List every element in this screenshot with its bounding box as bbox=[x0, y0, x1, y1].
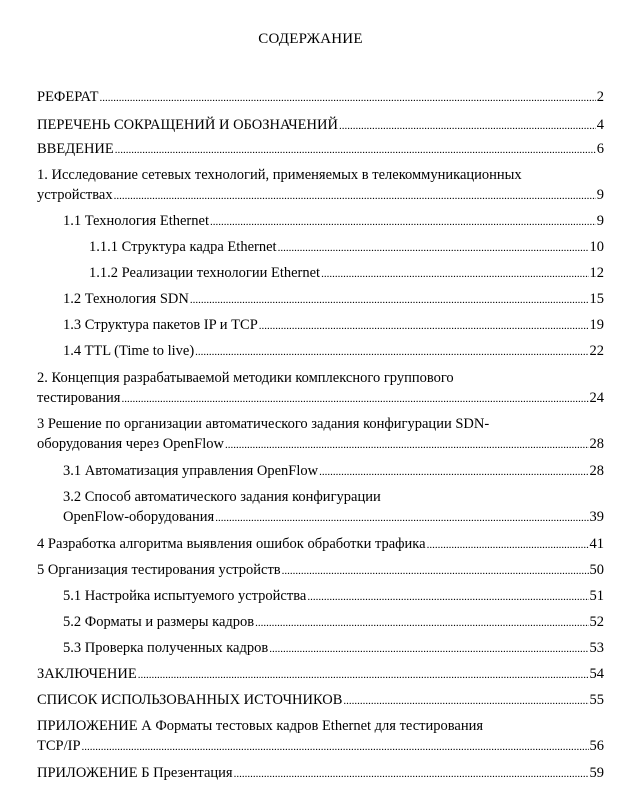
toc-entry-title: оборудования через OpenFlow bbox=[37, 436, 224, 452]
toc-entry-title-line1: 2. Концепция разрабатываемой методики комплексного группового bbox=[37, 370, 454, 386]
toc-entry-page: 54 bbox=[589, 666, 604, 682]
dot-leader bbox=[215, 507, 588, 528]
toc-entry-title: ЗАКЛЮЧЕНИЕ bbox=[37, 666, 137, 682]
toc-entry-page: 15 bbox=[589, 291, 604, 307]
toc-entry[interactable] bbox=[37, 368, 604, 409]
toc-entry-title: 1.2 Технология SDN bbox=[63, 291, 189, 307]
toc-entry-title: 5.2 Форматы и размеры кадров bbox=[63, 614, 255, 630]
dot-leader bbox=[255, 612, 588, 633]
toc-entry-title: РЕФЕРАТ bbox=[37, 89, 99, 105]
dot-leader bbox=[427, 534, 589, 555]
toc-entry-title: 5.3 Проверка полученных кадров bbox=[63, 640, 269, 656]
dot-leader bbox=[343, 690, 588, 711]
toc-entry-title-line1: 3.2 Способ автоматического задания конфигурации bbox=[63, 489, 381, 505]
toc-entry-title-line1: 1. Исследование сетевых технологий, применяемых в телекоммуникационных bbox=[37, 167, 522, 183]
toc-entry-title: ВВЕДЕНИЕ bbox=[37, 141, 114, 157]
toc-entry[interactable] bbox=[63, 289, 604, 310]
toc-entry-title: устройствах bbox=[37, 187, 113, 203]
toc-entry[interactable] bbox=[63, 586, 604, 607]
dot-leader bbox=[225, 434, 589, 455]
toc-entry[interactable] bbox=[63, 487, 604, 528]
toc-entry-page: 50 bbox=[589, 562, 604, 578]
toc-entry-page: 4 bbox=[596, 117, 604, 133]
toc-entry-page: 2 bbox=[596, 89, 604, 105]
dot-leader bbox=[269, 638, 588, 659]
toc-entry-page: 56 bbox=[589, 738, 604, 754]
toc-entry-page: 19 bbox=[589, 317, 604, 333]
toc-entry-title: 5 Организация тестирования устройств bbox=[37, 562, 281, 578]
dot-leader bbox=[138, 664, 589, 685]
toc-entry[interactable] bbox=[37, 139, 604, 160]
toc-entry-page: 9 bbox=[596, 187, 604, 203]
toc-entry-page: 52 bbox=[589, 614, 604, 630]
toc-entry[interactable] bbox=[63, 341, 604, 362]
toc-entry-page: 10 bbox=[589, 239, 604, 255]
toc-entry-page: 22 bbox=[589, 343, 604, 359]
dot-leader bbox=[319, 461, 588, 482]
toc-entry-page: 9 bbox=[596, 213, 604, 229]
toc-entry[interactable] bbox=[37, 664, 604, 685]
toc-entry[interactable] bbox=[37, 414, 604, 455]
toc-entry[interactable] bbox=[89, 237, 604, 258]
dot-leader bbox=[339, 115, 596, 136]
dot-leader bbox=[307, 586, 588, 607]
toc-entry-page: 28 bbox=[589, 463, 604, 479]
toc-entry[interactable] bbox=[37, 690, 604, 711]
dot-leader bbox=[234, 763, 589, 784]
toc-entry-page: 41 bbox=[589, 536, 604, 552]
toc-entry[interactable] bbox=[63, 211, 604, 232]
toc-entry-title-line1: ПРИЛОЖЕНИЕ А Форматы тестовых кадров Ethernet для тестирования bbox=[37, 718, 484, 734]
dot-leader bbox=[115, 139, 596, 160]
toc-entry-title: OpenFlow-оборудования bbox=[63, 509, 215, 525]
toc-entry-page: 6 bbox=[596, 141, 604, 157]
toc-entry[interactable] bbox=[37, 165, 604, 206]
toc-entry-title: ПЕРЕЧЕНЬ СОКРАЩЕНИЙ И ОБОЗНАЧЕНИЙ bbox=[37, 117, 338, 133]
page-title: СОДЕРЖАНИЕ bbox=[258, 31, 363, 47]
dot-leader bbox=[278, 237, 589, 258]
dot-leader bbox=[210, 211, 596, 232]
toc-entry-title-line1: 3 Решение по организации автоматического задания конфигурации SDN- bbox=[37, 416, 490, 432]
toc-entry-page: 28 bbox=[589, 436, 604, 452]
toc-entry-page: 53 bbox=[589, 640, 604, 656]
toc-entry[interactable] bbox=[63, 638, 604, 659]
toc-entry-page: 55 bbox=[589, 692, 604, 708]
dot-leader bbox=[82, 736, 589, 757]
toc-entry[interactable] bbox=[63, 315, 604, 336]
dot-leader bbox=[259, 315, 589, 336]
toc-entry[interactable] bbox=[89, 263, 604, 284]
toc-entry-title: 1.1 Технология Ethernet bbox=[63, 213, 209, 229]
toc-entry-title: 1.4 TTL (Time to live) bbox=[63, 343, 195, 359]
toc-entry[interactable] bbox=[37, 534, 604, 555]
toc-entry-page: 24 bbox=[589, 390, 604, 406]
toc-entry-title: 1.3 Структура пакетов IP и TCP bbox=[63, 317, 258, 333]
toc-entry-title: 4 Разработка алгоритма выявления ошибок обработки трафика bbox=[37, 536, 426, 552]
toc-entry-page: 39 bbox=[589, 509, 604, 525]
dot-leader bbox=[114, 185, 596, 206]
dot-leader bbox=[190, 289, 589, 310]
toc-entry-page: 12 bbox=[589, 265, 604, 281]
toc-entry-title: 5.1 Настройка испытуемого устройства bbox=[63, 588, 307, 604]
dot-leader bbox=[121, 388, 588, 409]
toc-entry-title: тестирования bbox=[37, 390, 121, 406]
toc-entry[interactable] bbox=[63, 612, 604, 633]
toc-entry-title: TCP/IP bbox=[37, 738, 81, 754]
toc-entry-title: ПРИЛОЖЕНИЕ Б Презентация bbox=[37, 765, 233, 781]
toc-entry-title: 3.1 Автоматизация управления OpenFlow bbox=[63, 463, 319, 479]
dot-leader bbox=[100, 87, 596, 108]
toc-entry-title: 1.1.1 Структура кадра Ethernet bbox=[89, 239, 277, 255]
dot-leader bbox=[282, 560, 589, 581]
dot-leader bbox=[321, 263, 588, 284]
toc-entry[interactable] bbox=[37, 763, 604, 784]
toc-entry[interactable] bbox=[37, 115, 604, 136]
toc-entry-title: 1.1.2 Реализации технологии Ethernet bbox=[89, 265, 321, 281]
toc-entry-title: СПИСОК ИСПОЛЬЗОВАННЫХ ИСТОЧНИКОВ bbox=[37, 692, 343, 708]
dot-leader bbox=[195, 341, 588, 362]
toc-entry[interactable] bbox=[37, 87, 604, 108]
toc-entry-page: 51 bbox=[589, 588, 604, 604]
toc-entry[interactable] bbox=[37, 716, 604, 757]
toc-entry[interactable] bbox=[63, 461, 604, 482]
toc-entry-page: 59 bbox=[589, 765, 604, 781]
toc-entry[interactable] bbox=[37, 560, 604, 581]
